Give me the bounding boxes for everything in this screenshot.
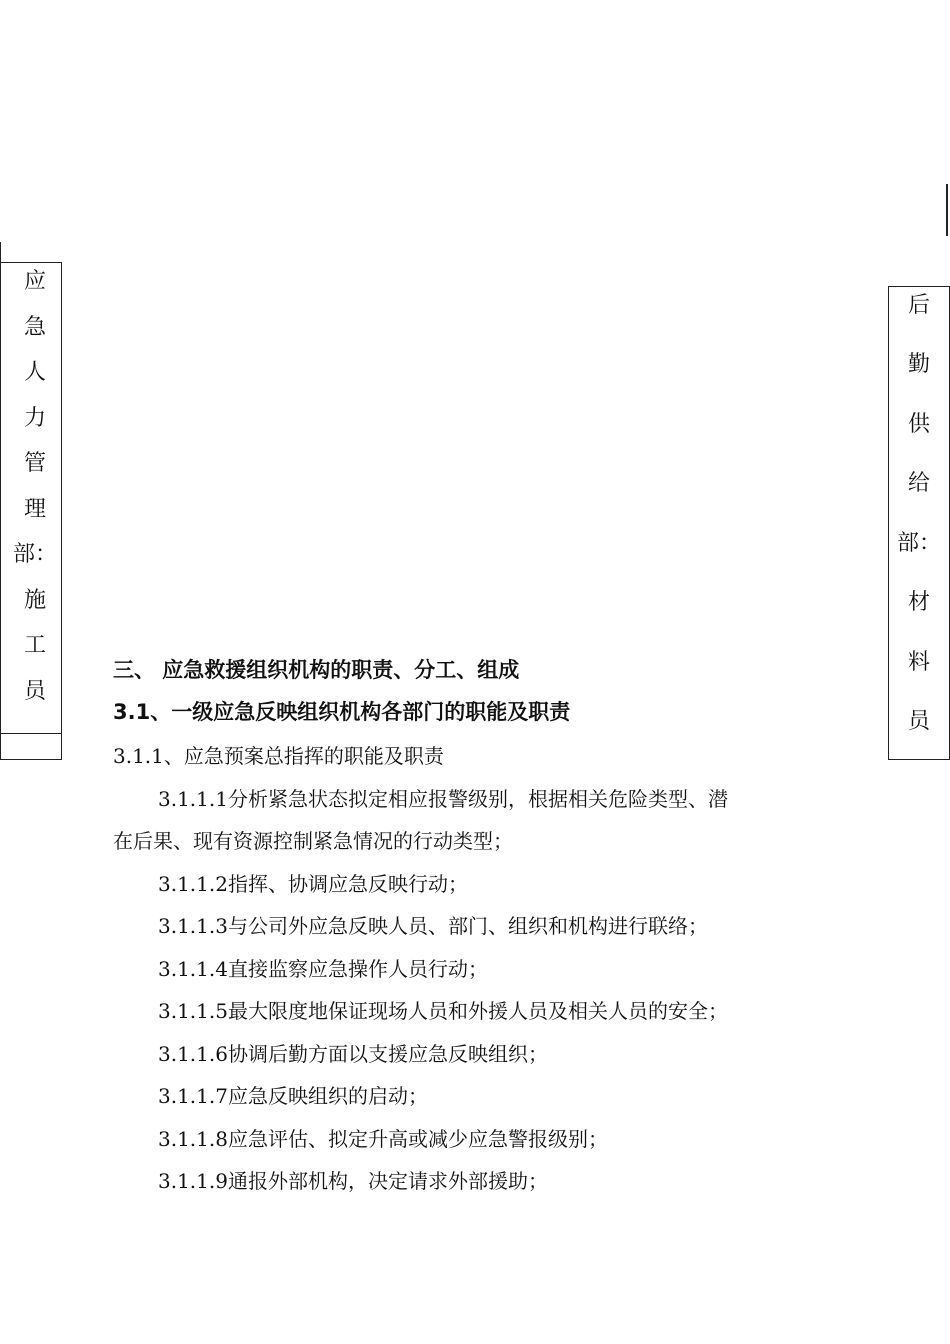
subsubsection-title: 3.1.1、应急预案总指挥的职能及职责: [113, 744, 444, 768]
left-role-char: 管: [23, 451, 46, 477]
left-role-char: 急: [23, 314, 46, 340]
list-item: 3.1.1.3与公司外应急反映人员、部门、组织和机构进行联络；: [158, 914, 708, 938]
list-item: 3.1.1.4直接监察应急操作人员行动；: [158, 957, 488, 981]
right-role-char: 给: [907, 471, 930, 497]
list-item: 3.1.1.7应急反映组织的启动；: [158, 1084, 428, 1108]
left-role-char: 员: [23, 678, 46, 704]
right-role-box: [888, 286, 950, 760]
right-role-char: 部：: [896, 530, 941, 556]
left-role-char: 工: [23, 633, 46, 659]
left-role-char: 施: [23, 587, 46, 613]
list-item-continuation: 在后果、现有资源控制紧急情况的行动类型；: [113, 829, 513, 853]
right-role-char: 料: [907, 649, 930, 675]
list-item: 3.1.1.6协调后勤方面以支援应急反映组织；: [158, 1042, 548, 1066]
list-item: 3.1.1.9通报外部机构，决定请求外部援助；: [158, 1169, 548, 1193]
right-role-char: 员: [907, 708, 930, 734]
left-role-char: 人: [23, 360, 46, 386]
left-box-footer-cell: [0, 734, 62, 760]
section-title: 三、 应急救援组织机构的职责、分工、组成: [113, 658, 520, 682]
right-role-char: 供: [907, 411, 930, 437]
subsection-title: 3.1、一级应急反映组织机构各部门的职能及职责: [113, 700, 571, 724]
left-border-line: [0, 242, 1, 264]
list-item: 3.1.1.8应急评估、拟定升高或减少应急警报级别；: [158, 1127, 608, 1151]
left-role-box: [0, 262, 62, 734]
left-role-char: 理: [23, 496, 46, 522]
left-role-char: 应: [23, 269, 46, 294]
left-role-char: 力: [23, 405, 46, 431]
right-border-line: [946, 184, 948, 236]
left-role-char: 部：: [12, 542, 57, 568]
list-item: 3.1.1.2指挥、协调应急反映行动；: [158, 872, 468, 896]
right-role-char: 材: [907, 590, 930, 616]
right-role-char: 后: [907, 293, 930, 318]
list-item: 3.1.1.5最大限度地保证现场人员和外援人员及相关人员的安全；: [158, 999, 728, 1023]
right-role-char: 勤: [907, 352, 930, 378]
list-item: 3.1.1.1分析紧急状态拟定相应报警级别，根据相关危险类型、潜: [158, 787, 728, 811]
